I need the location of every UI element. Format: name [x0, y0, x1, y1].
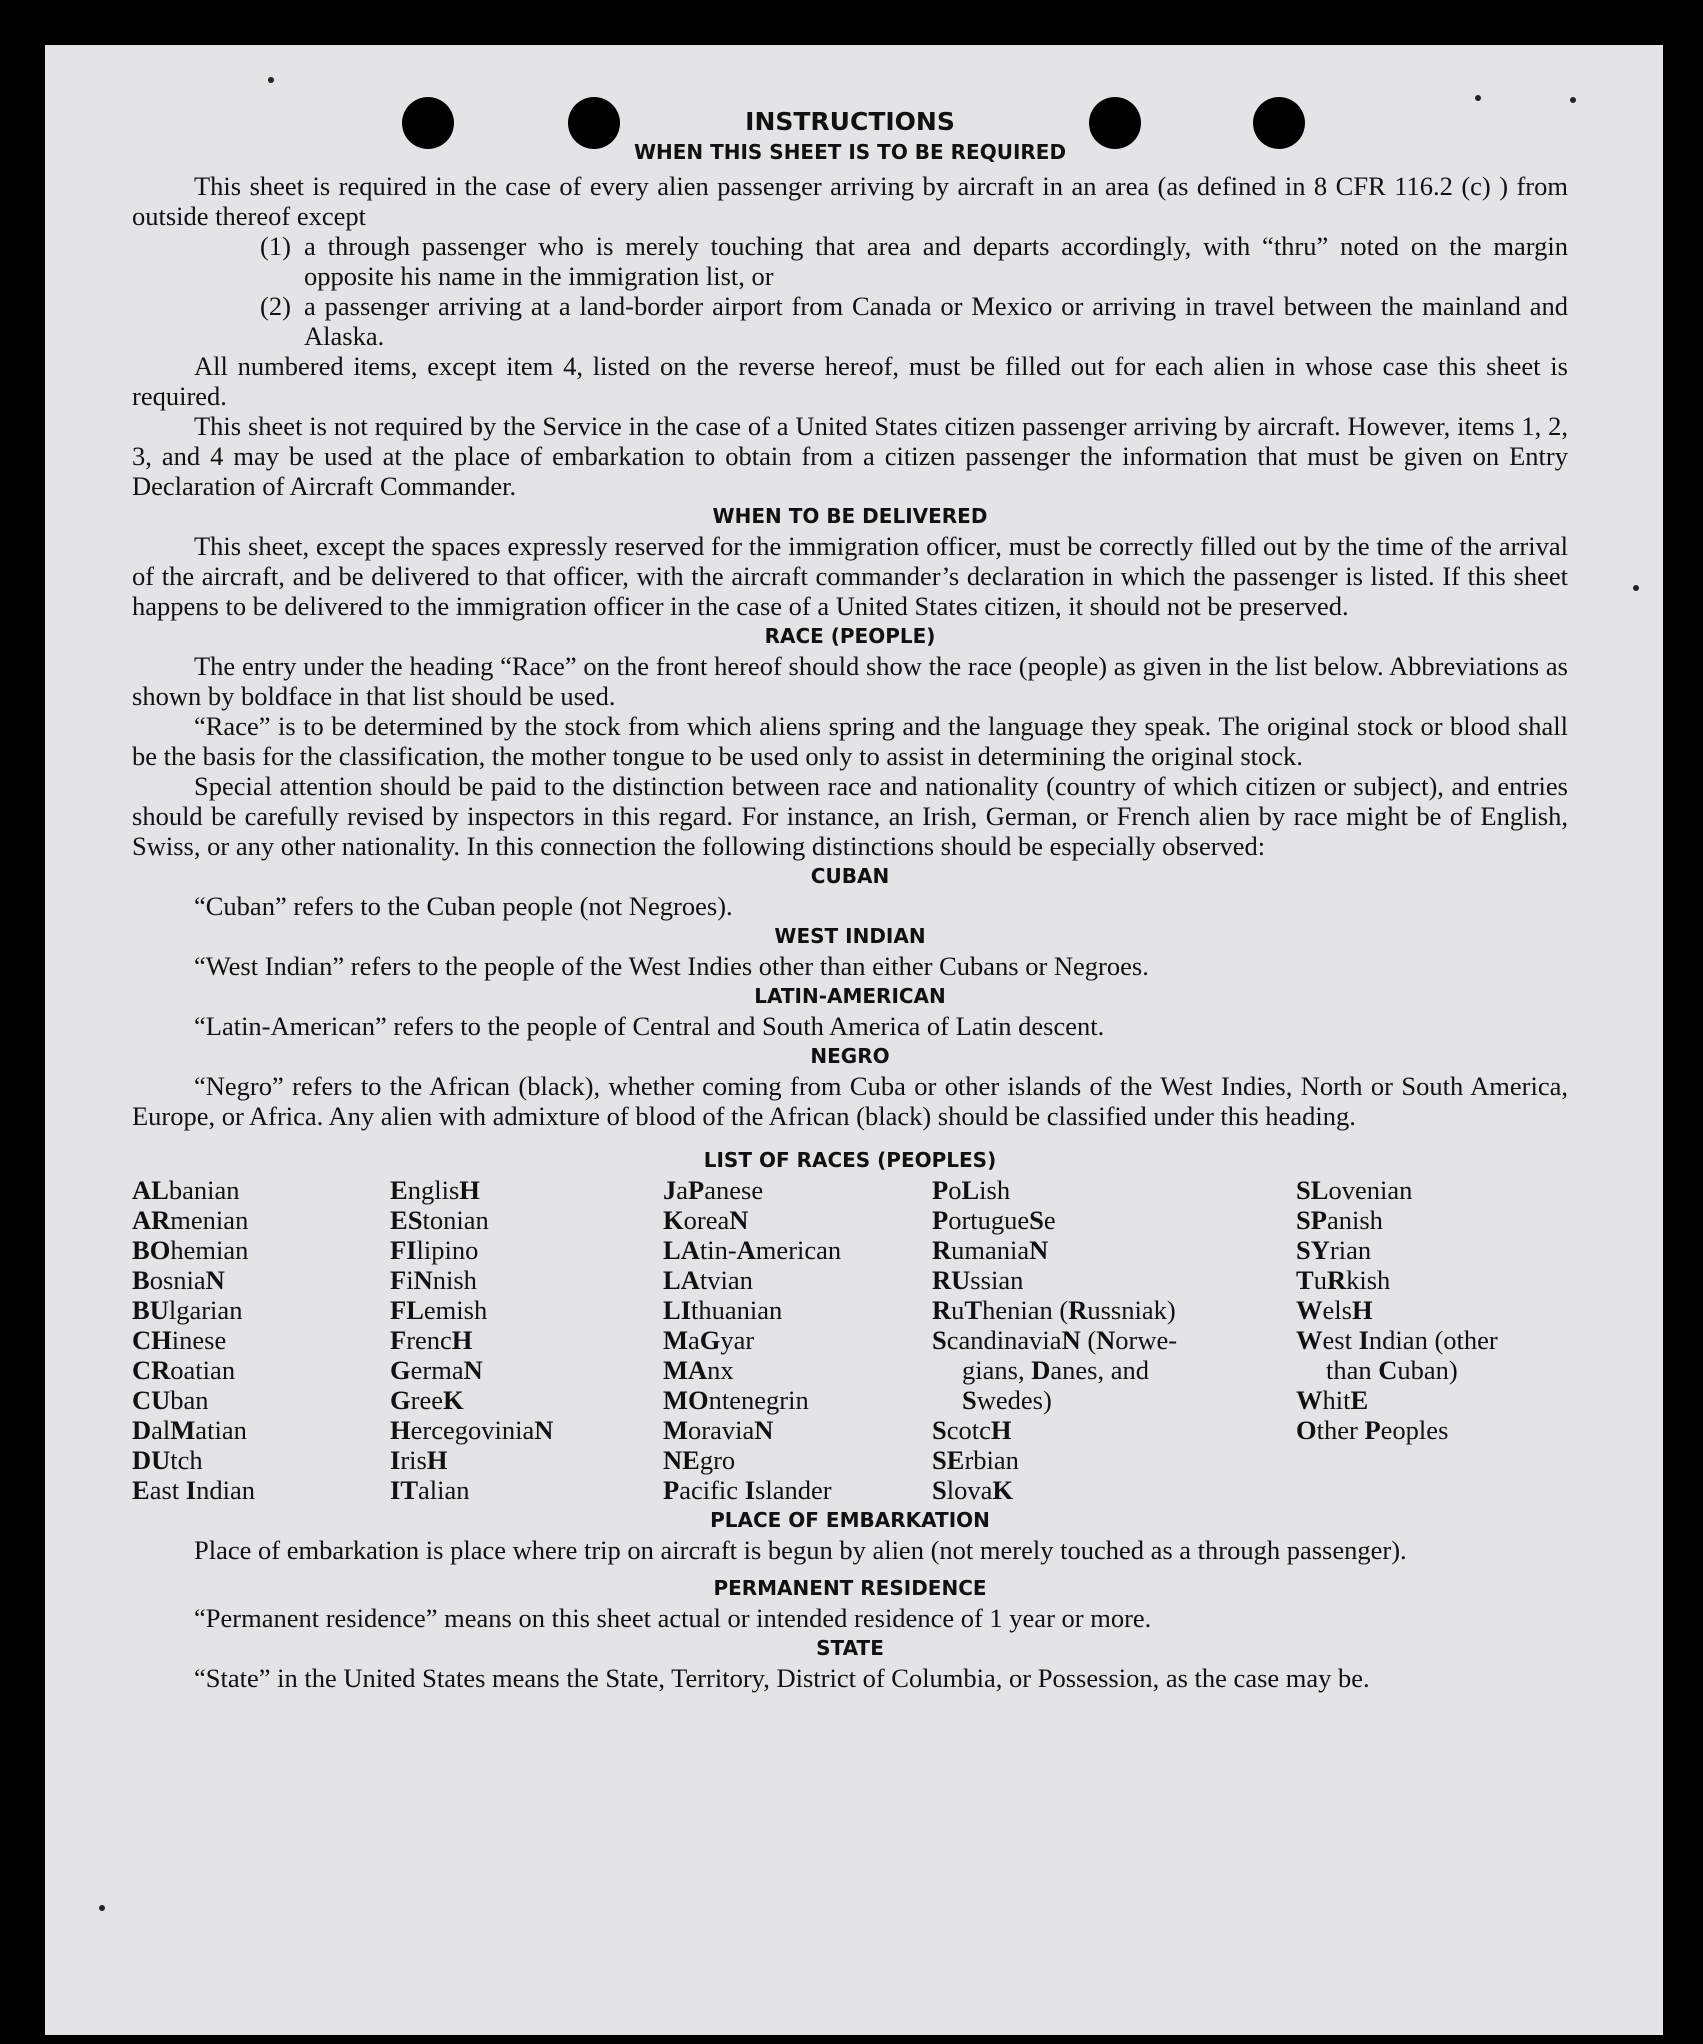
speck [1633, 585, 1639, 591]
section-heading: RACE (PEOPLE) [764, 624, 936, 648]
race-entry: SErbian [932, 1445, 1019, 1475]
section-heading: WEST INDIAN [774, 924, 926, 948]
paragraph: “State” in the United States means the State, Territory, District of Columbia, or Possession, as the case may be. [194, 1663, 1370, 1693]
race-entry: ScotcH [932, 1415, 1012, 1445]
section-heading: STATE [816, 1636, 884, 1660]
race-entry: gians, Danes, and [962, 1355, 1149, 1385]
paragraph: This sheet is not required by the Service in the case of a United States citizen passenger arriving by aircraft. However, items 1, 2, 3, and 4 may be used at the place of embarkation to obtain from a citizen passenger the information that must be given on Entry Declaration of Aircraft Commander. [132, 411, 1568, 501]
paragraph: “Race” is to be determined by the stock from which aliens spring and the language they speak. The original stock or blood shall be the basis for the classification, the mother tongue to be used only to assist in determining the original stock. [132, 711, 1568, 771]
paragraph: Special attention should be paid to the distinction between race and nationality (country of which citizen or subject), and entries should be carefully revised by inspectors in this regard. For instance, an Irish, German, or French alien by race might be of English, Swiss, or any other nationality. In this connection the following distinctions should be especially observed: [132, 771, 1568, 861]
races-column-1 [132, 1175, 255, 1505]
race-entry: than Cuban) [1326, 1355, 1458, 1385]
section-heading: PLACE OF EMBARKATION [710, 1508, 990, 1532]
list-item-text: a passenger arriving at a land-border airport from Canada or Mexico or arriving in travel between the mainland and Alaska. [304, 291, 1568, 351]
race-entry: MoraviaN [663, 1415, 774, 1445]
race-entry: ARmenian [132, 1205, 249, 1235]
document-page [45, 45, 1663, 2035]
race-entry: SYrian [1296, 1235, 1372, 1265]
race-entry: TuRkish [1296, 1265, 1391, 1295]
race-entry: KoreaN [663, 1205, 749, 1235]
race-entry: LIthuanian [663, 1295, 783, 1325]
race-entry: SLovenian [1296, 1175, 1413, 1205]
race-entry: WhitE [1296, 1385, 1369, 1415]
race-entry: CHinese [132, 1325, 227, 1355]
race-entry: ALbanian [132, 1175, 240, 1205]
race-entry: EnglisH [390, 1175, 480, 1205]
page-title: INSTRUCTIONS [745, 107, 955, 136]
race-entry: NEgro [663, 1445, 736, 1475]
race-entry: East Indian [132, 1475, 255, 1505]
paragraph: The entry under the heading “Race” on the front hereof should show the race (people) as given in the list below. Abbreviations as shown by boldface in that list should be used. [132, 651, 1568, 711]
race-entry: EStonian [390, 1205, 489, 1235]
section-heading: LATIN-AMERICAN [754, 984, 946, 1008]
list-item: (2) a passenger arriving at a land-border airport from Canada or Mexico or arriving in travel between the mainland and Alaska. [260, 291, 1568, 351]
speck [99, 1905, 105, 1911]
race-entry: SPanish [1296, 1205, 1383, 1235]
speck [1475, 95, 1481, 101]
race-entry: PoLish [932, 1175, 1011, 1205]
races-column-4 [932, 1175, 1177, 1505]
race-entry: ScandinaviaN (Norwe- [932, 1325, 1178, 1355]
definition: “Permanent residence” means on this sheet actual or intended residence of 1 year or more. [194, 1603, 1152, 1633]
races-column-3 [663, 1175, 841, 1505]
race-entry: FrencH [390, 1325, 473, 1355]
section-heading: NEGRO [810, 1044, 890, 1068]
race-entry: CUban [132, 1385, 209, 1415]
paragraph: This sheet, except the spaces expressly reserved for the immigration officer, must be correctly filled out by the time of the arrival of the aircraft, and be delivered to that officer, with the aircraft commander’s declaration in which the passenger is listed. If this sheet happens to be delivered to the immigration officer in the case of a United States citizen, it should not be preserved. [132, 531, 1568, 621]
definition: “Latin-American” refers to the people of Central and South America of Latin descent. [194, 1011, 1105, 1041]
race-entry: Swedes) [962, 1385, 1052, 1415]
definition: “Cuban” refers to the Cuban people (not Negroes). [194, 891, 733, 921]
races-column-2 [390, 1175, 553, 1505]
section-heading: LIST OF RACES (PEOPLES) [703, 1148, 997, 1172]
race-entry: RuThenian (Russniak) [932, 1295, 1176, 1325]
speck [1570, 97, 1576, 103]
race-entry: GermaN [390, 1355, 483, 1385]
race-entry: BosniaN [132, 1265, 225, 1295]
race-entry: FLemish [390, 1295, 488, 1325]
definition: “West Indian” refers to the people of the West Indies other than either Cubans or Negroes. [194, 951, 1149, 981]
list-item: (1) a through passenger who is merely touching that area and departs accordingly, with “thru” noted on the margin opposite his name in the immigration list, or [260, 231, 1568, 291]
race-entry: MaGyar [663, 1325, 755, 1355]
race-entry: FiNnish [390, 1265, 477, 1295]
race-entry: IrisH [390, 1445, 448, 1475]
speck [268, 77, 274, 83]
race-entry: WelsH [1296, 1295, 1373, 1325]
race-entry: LAtvian [663, 1265, 753, 1295]
race-entry: West Indian (other [1296, 1325, 1498, 1355]
race-entry: MOntenegrin [663, 1385, 809, 1415]
section-heading: CUBAN [810, 864, 890, 888]
race-entry: RumaniaN [932, 1235, 1049, 1265]
race-entry: SlovaK [932, 1475, 1014, 1505]
race-entry: GreeK [390, 1385, 464, 1415]
race-entry: DUtch [132, 1445, 203, 1475]
paragraph: Place of embarkation is place where trip on aircraft is begun by alien (not merely touched as a through passenger). [194, 1535, 1407, 1565]
list-item-text: a through passenger who is merely touching that area and departs accordingly, with “thru” noted on the margin opposite his name in the immigration list, or [304, 231, 1568, 291]
race-entry: DalMatian [132, 1415, 247, 1445]
race-entry: RUssian [932, 1265, 1024, 1295]
race-entry: Other Peoples [1296, 1415, 1449, 1445]
race-entry: LAtin-American [663, 1235, 842, 1265]
race-entry: ITalian [390, 1475, 470, 1505]
paragraph: “Negro” refers to the African (black), whether coming from Cuba or other islands of the West Indies, North or South America, Europe, or Africa. Any alien with admixture of blood of the African (black) should be classified under this heading. [132, 1071, 1568, 1131]
race-entry: CRoatian [132, 1355, 236, 1385]
races-column-5 [1296, 1175, 1498, 1445]
section-heading: WHEN THIS SHEET IS TO BE REQUIRED [633, 140, 1067, 164]
race-entry: JaPanese [663, 1175, 764, 1205]
paragraph: This sheet is required in the case of every alien passenger arriving by aircraft in an area (as defined in 8 CFR 116.2 (c) ) from outside thereof except [132, 171, 1568, 231]
section-heading: PERMANENT RESIDENCE [713, 1576, 987, 1600]
paragraph: All numbered items, except item 4, listed on the reverse hereof, must be filled out for each alien in whose case this sheet is required. [132, 351, 1568, 411]
race-entry: MAnx [663, 1355, 734, 1385]
instructions-content [132, 105, 1568, 1693]
race-entry: Pacific Islander [663, 1475, 832, 1505]
races-list [132, 1175, 1568, 1505]
race-entry: PortugueSe [932, 1205, 1056, 1235]
race-entry: FIlipino [390, 1235, 479, 1265]
race-entry: BOhemian [132, 1235, 249, 1265]
section-heading: WHEN TO BE DELIVERED [712, 504, 988, 528]
race-entry: BUlgarian [132, 1295, 243, 1325]
race-entry: HercegoviniaN [390, 1415, 554, 1445]
